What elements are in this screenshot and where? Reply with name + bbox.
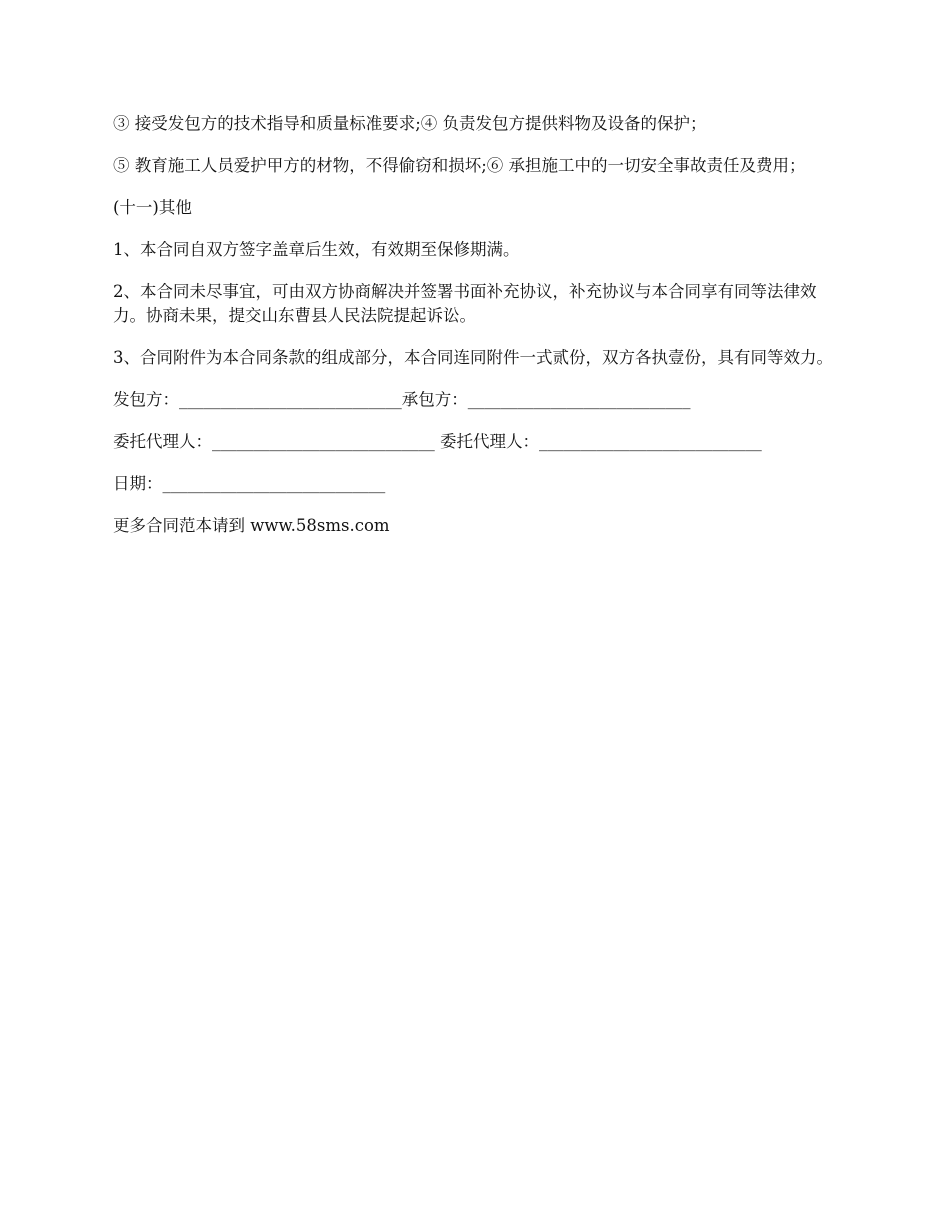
signature-line-agents: 委托代理人：___________________________ 委托代理人：___________________________	[113, 432, 762, 451]
document-page	[113, 112, 841, 556]
clause-1: 1、本合同自双方签字盖章后生效，有效期至保修期满。	[113, 240, 520, 259]
paragraph-obligations-3-4: ③ 接受发包方的技术指导和质量标准要求;④ 负责发包方提供料物及设备的保护；	[113, 114, 707, 133]
clause-2: 2、本合同未尽事宜，可由双方协商解决并签署书面补充协议，补充协议与本合同享有同等法律效力。协商未果，提交山东曹县人民法院提起诉讼。	[113, 282, 817, 325]
footer-more-templates: 更多合同范本请到 www.58sms.com	[113, 516, 390, 535]
clause-3: 3、合同附件为本合同条款的组成部分，本合同连同附件一式贰份，双方各执壹份，具有同等效力。	[113, 348, 833, 367]
section-heading-other: (十一)其他	[113, 198, 192, 217]
signature-line-parties: 发包方：___________________________承包方：___________________________	[113, 390, 691, 409]
paragraph-obligations-5-6: ⑤ 教育施工人员爱护甲方的材物，不得偷窃和损坏;⑥ 承担施工中的一切安全事故责任及费用；	[113, 156, 806, 175]
date-line: 日期：___________________________	[113, 474, 386, 493]
